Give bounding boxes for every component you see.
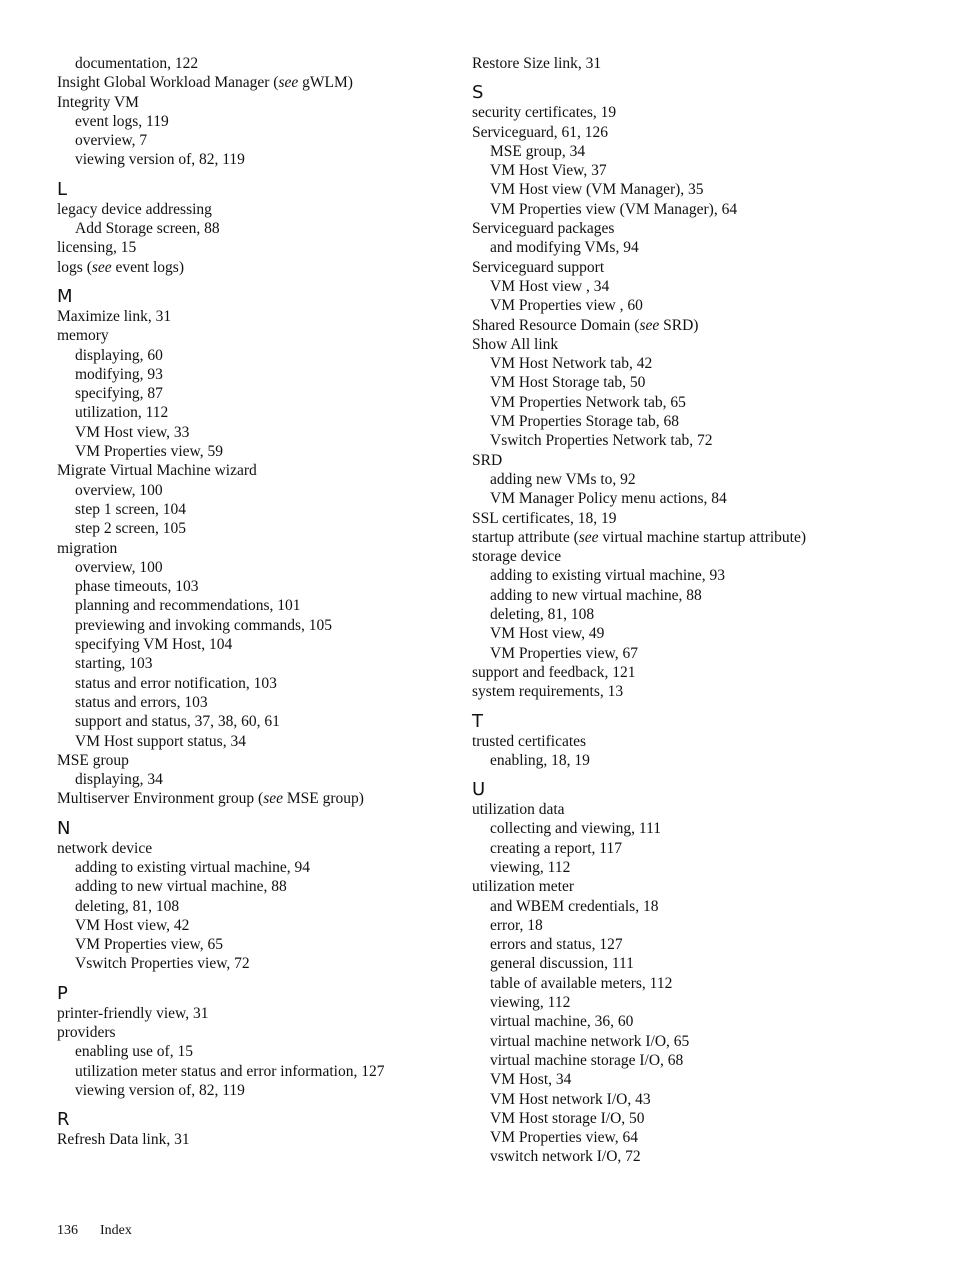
index-subentry: VM Properties view (VM Manager), 64 — [490, 200, 738, 218]
index-subentry: and modifying VMs, 94 — [490, 239, 639, 257]
index-subentry: adding to existing virtual machine, 94 — [75, 858, 311, 876]
index-entry — [472, 316, 942, 335]
index-entry: Serviceguard support — [472, 258, 605, 276]
index-section-letter: M — [57, 285, 73, 307]
index-subentry: VM Host View, 37 — [490, 162, 607, 180]
entry-text: Multiserver Environment group ( — [57, 790, 264, 808]
index-section-letter: R — [57, 1109, 70, 1131]
index-entry: utilization data — [472, 801, 565, 819]
index-subentry: VM Host view (VM Manager), 35 — [490, 181, 704, 199]
index-section-letter: T — [472, 710, 483, 732]
index-subentry: VM Host network I/O, 43 — [490, 1090, 651, 1108]
index-subentry: VM Host view, 33 — [75, 423, 190, 441]
index-subentry: event logs, 119 — [75, 112, 169, 130]
see-reference: see — [278, 74, 299, 92]
index-subentry: VM Properties view, 64 — [490, 1129, 638, 1147]
index-section-letter: U — [472, 779, 486, 801]
index-subentry: adding new VMs to, 92 — [490, 470, 636, 488]
index-subentry: status and errors, 103 — [75, 693, 208, 711]
index-subentry: VM Properties view, 67 — [490, 644, 638, 662]
index-entry — [57, 789, 457, 808]
index-subentry: displaying, 60 — [75, 346, 163, 364]
entry-text: Shared Resource Domain ( — [472, 316, 640, 334]
index-subentry: step 2 screen, 105 — [75, 520, 187, 538]
index-entry — [57, 73, 457, 92]
index-entry: providers — [57, 1024, 116, 1042]
index-subentry: viewing version of, 82, 119 — [75, 151, 245, 169]
index-subentry: planning and recommendations, 101 — [75, 597, 301, 615]
index-subentry: MSE group, 34 — [490, 142, 586, 160]
index-section-letter: S — [472, 82, 484, 104]
index-subentry: support and status, 37, 38, 60, 61 — [75, 713, 280, 731]
index-subentry: virtual machine, 36, 60 — [490, 1013, 634, 1031]
index-subentry: errors and status, 127 — [490, 936, 623, 954]
index-subentry: previewing and invoking commands, 105 — [75, 616, 332, 634]
index-entry: network device — [57, 839, 153, 857]
index-subentry: status and error notification, 103 — [75, 674, 277, 692]
index-subentry: utilization meter status and error information, 127 — [75, 1062, 385, 1080]
entry-text: Insight Global Workload Manager ( — [57, 74, 279, 92]
index-subentry: overview, 7 — [75, 132, 148, 150]
entry-text: virtual machine startup attribute) — [598, 528, 807, 546]
index-subentry: viewing, 112 — [490, 994, 571, 1012]
entry-text: event logs) — [111, 258, 184, 276]
index-subentry: Vswitch Properties view, 72 — [75, 955, 250, 973]
index-entry: support and feedback, 121 — [472, 663, 636, 681]
index-subentry: VM Properties Storage tab, 68 — [490, 413, 679, 431]
index-entry: storage device — [472, 548, 562, 566]
index-subentry: adding to new virtual machine, 88 — [490, 586, 702, 604]
index-subentry: VM Host storage I/O, 50 — [490, 1109, 645, 1127]
index-subentry: VM Host view, 49 — [490, 625, 605, 643]
index-subentry: VM Host Network tab, 42 — [490, 355, 653, 373]
index-entry: Show All link — [472, 335, 559, 353]
index-subentry: VM Host support status, 34 — [75, 732, 246, 750]
index-subentry: deleting, 81, 108 — [75, 897, 180, 915]
index-subentry: VM Properties view, 65 — [75, 936, 223, 954]
index-subentry: deleting, 81, 108 — [490, 606, 595, 624]
index-entry: migration — [57, 539, 118, 557]
index-entry: Refresh Data link, 31 — [57, 1131, 190, 1149]
entry-text: logs ( — [57, 258, 92, 276]
index-entry — [57, 258, 457, 277]
index-subentry: virtual machine network I/O, 65 — [490, 1032, 690, 1050]
index-entry: Migrate Virtual Machine wizard — [57, 462, 257, 480]
page-number: 136 — [57, 1223, 78, 1238]
index-subentry: adding to existing virtual machine, 93 — [490, 567, 726, 585]
index-subentry: Add Storage screen, 88 — [75, 220, 220, 238]
index-entry: licensing, 15 — [57, 239, 137, 257]
index-column-left — [57, 54, 457, 1150]
index-entry: Serviceguard packages — [472, 220, 615, 238]
index-section-letter: N — [57, 817, 71, 839]
index-subentry: Vswitch Properties Network tab, 72 — [490, 432, 713, 450]
index-subentry: starting, 103 — [75, 655, 153, 673]
index-subentry: error, 18 — [490, 916, 543, 934]
index-subentry: vswitch network I/O, 72 — [490, 1148, 641, 1166]
index-subentry: specifying, 87 — [75, 385, 163, 403]
index-entry: trusted certificates — [472, 732, 587, 750]
index-subentry: enabling, 18, 19 — [490, 751, 590, 769]
index-subentry: collecting and viewing, 111 — [490, 820, 662, 838]
index-subentry: VM Host view, 42 — [75, 916, 190, 934]
footer-section-label: Index — [100, 1223, 132, 1238]
index-subentry: phase timeouts, 103 — [75, 578, 199, 596]
index-subentry: viewing version of, 82, 119 — [75, 1081, 245, 1099]
index-entry: system requirements, 13 — [472, 683, 624, 701]
index-entry: MSE group — [57, 751, 129, 769]
entry-text: MSE group) — [283, 790, 364, 808]
index-entry: SSL certificates, 18, 19 — [472, 509, 617, 527]
index-subentry: overview, 100 — [75, 558, 163, 576]
index-subentry: enabling use of, 15 — [75, 1043, 193, 1061]
entry-text: startup attribute ( — [472, 528, 579, 546]
index-subentry: step 1 screen, 104 — [75, 500, 187, 518]
see-reference: see — [91, 258, 112, 276]
index-entry: security certificates, 19 — [472, 104, 617, 122]
index-subentry: table of available meters, 112 — [490, 974, 673, 992]
entry-text: gWLM) — [298, 74, 353, 92]
index-subentry: VM Host Storage tab, 50 — [490, 374, 646, 392]
index-entry: utilization meter — [472, 878, 575, 896]
index-section-letter: L — [57, 178, 68, 200]
index-subentry: overview, 100 — [75, 481, 163, 499]
see-reference: see — [639, 316, 660, 334]
index-column-right — [472, 54, 942, 1167]
index-subentry: VM Properties view , 60 — [490, 297, 643, 315]
index-subentry: general discussion, 111 — [490, 955, 634, 973]
index-subentry: viewing, 112 — [490, 858, 571, 876]
index-subentry: VM Host view , 34 — [490, 277, 610, 295]
index-entry: SRD — [472, 451, 503, 469]
index-section-letter: P — [57, 982, 68, 1004]
index-subentry: VM Manager Policy menu actions, 84 — [490, 490, 727, 508]
index-subentry: utilization, 112 — [75, 404, 169, 422]
index-entry: Serviceguard, 61, 126 — [472, 123, 609, 141]
page-footer — [57, 1222, 132, 1240]
index-subentry: virtual machine storage I/O, 68 — [490, 1051, 684, 1069]
index-subentry: modifying, 93 — [75, 365, 163, 383]
index-subentry: specifying VM Host, 104 — [75, 636, 233, 654]
entry-text: SRD) — [659, 316, 699, 334]
index-entry: Restore Size link, 31 — [472, 55, 602, 72]
index-subentry: displaying, 34 — [75, 771, 163, 789]
see-reference: see — [578, 528, 599, 546]
index-subentry: and WBEM credentials, 18 — [490, 897, 659, 915]
index-entry: Integrity VM — [57, 93, 139, 111]
index-entry: printer-friendly view, 31 — [57, 1004, 209, 1022]
index-entry: Maximize link, 31 — [57, 307, 172, 325]
index-subentry: adding to new virtual machine, 88 — [75, 878, 287, 896]
index-subentry: VM Host, 34 — [490, 1071, 572, 1089]
index-subentry: VM Properties view, 59 — [75, 443, 223, 461]
index-entry: memory — [57, 327, 109, 345]
see-reference: see — [263, 790, 283, 808]
index-subentry: creating a report, 117 — [490, 839, 622, 857]
index-subentry: documentation, 122 — [75, 55, 199, 72]
index-entry — [472, 528, 942, 547]
index-entry: legacy device addressing — [57, 200, 212, 218]
index-subentry: VM Properties Network tab, 65 — [490, 393, 686, 411]
